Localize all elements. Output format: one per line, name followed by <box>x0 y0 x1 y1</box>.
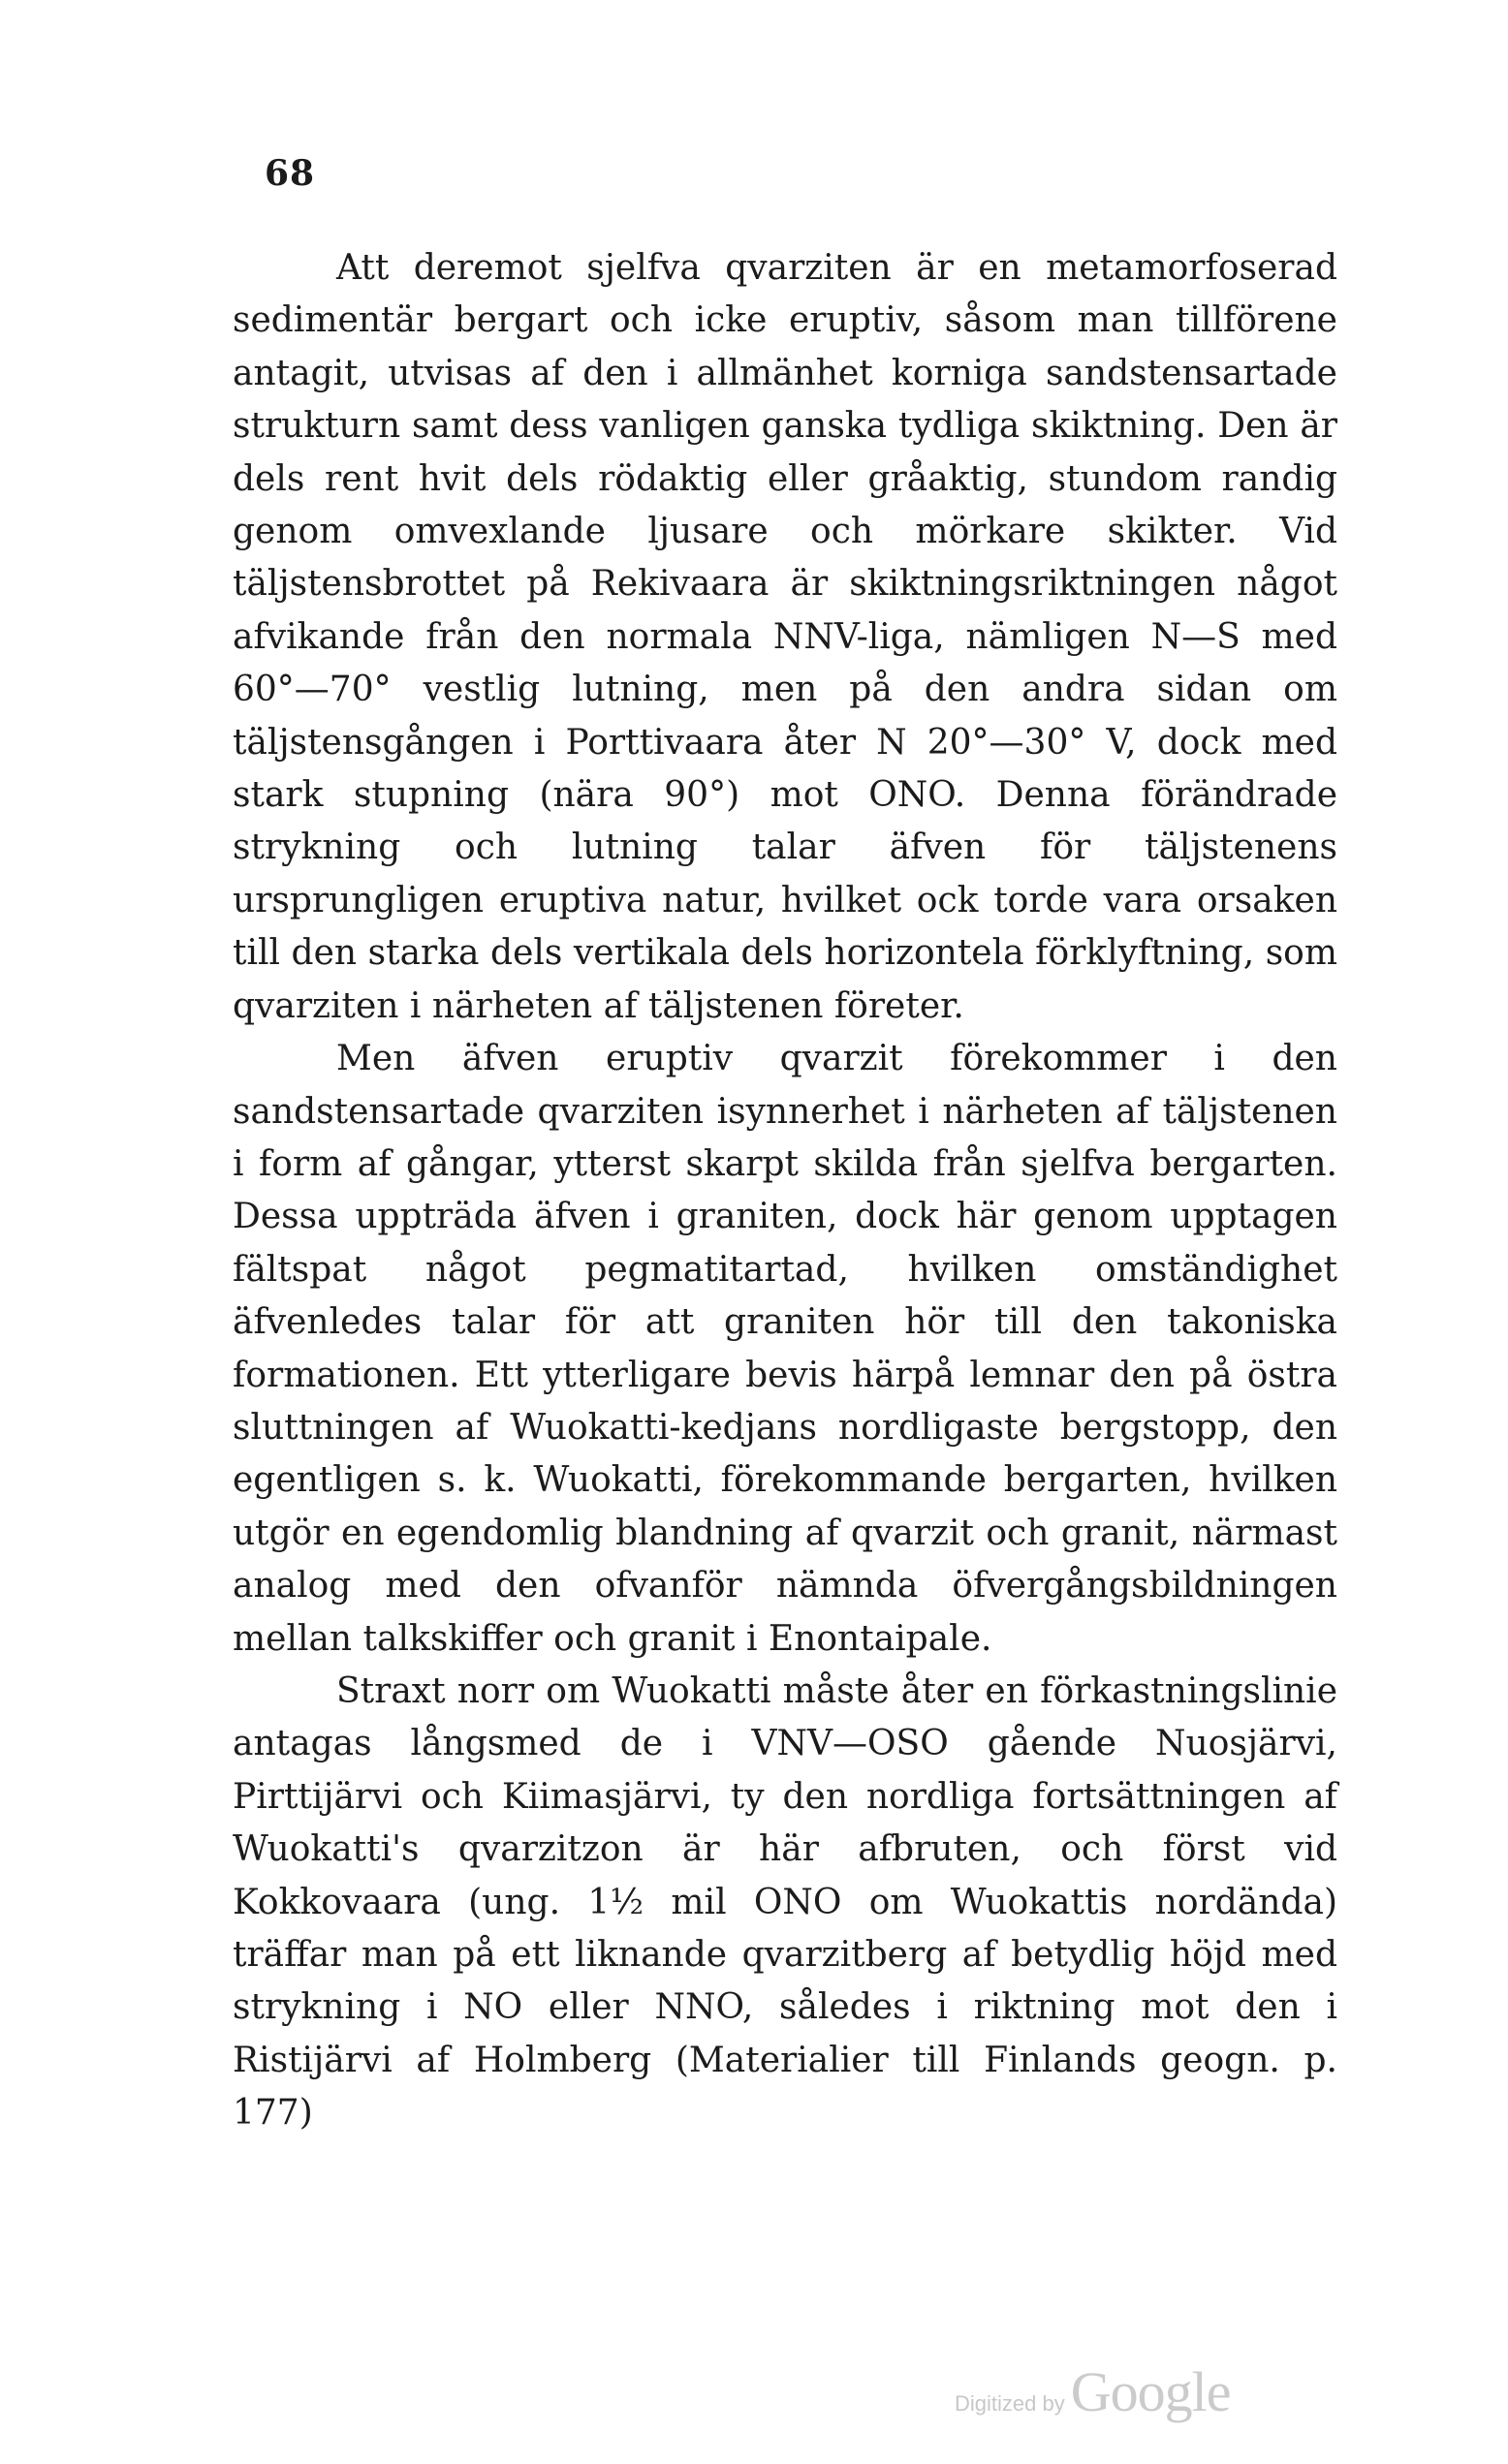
watermark-prefix: Digitized by <box>955 2391 1065 2416</box>
watermark-logo: Google <box>1070 2360 1231 2423</box>
body-text <box>233 242 1337 2140</box>
paragraph-2: Men äfven eruptiv qvarzit förekommer i den sandstensartade qvarziten isynnerhet i närheten af täljstenen i form af gångar, ytterst skarpt skilda från sjelfva bergarten. Dessa uppträda äfven i graniten, dock här genom upptagen fältspat något pegmatitartad, hvilken omständighet äfvenledes talar för att graniten hör till den takoniska formationen. Ett ytterligare bevis härpå lemnar den på östra sluttningen af Wuokatti-kedjans nordligaste bergstopp, den egentligen s. k. Wuokatti, förekommande bergarten, hvilken utgör en egendomlig blandning af qvarzit och granit, närmast analog med den ofvanför nämnda öfvergångsbildningen mellan talkskiffer och granit i Enontaipale. <box>233 1039 1337 1659</box>
paragraph-1: Att deremot sjelfva qvarziten är en metamorfoserad sedimentär bergart och icke eruptiv, såsom man tillförene antagit, utvisas af den i allmänhet korniga sandstensartade strukturn samt dess vanligen ganska tydliga skiktning. Den är dels rent hvit dels rödaktig eller gråaktig, stundom randig genom omvexlande ljusare och mörkare skikter. Vid täljstensbrottet på Rekivaara är skiktningsriktningen något afvikande från den normala NNV-liga, nämligen N—S med 60°—70° vestlig lutning, men på den andra sidan om täljstensgången i Porttivaara åter N 20°—30° V, dock med stark stupning (nära 90°) mot ONO. Denna förändrade strykning och lutning talar äfven för täljstenens ursprungligen eruptiva natur, hvilket ock torde vara orsaken till den starka dels vertikala dels horizontela förklyftning, som qvarziten i närheten af täljstenen företer. <box>233 248 1337 1026</box>
page-number: 68 <box>265 153 316 194</box>
paragraph-3: Straxt norr om Wuokatti måste åter en förkastningslinie antagas långsmed de i VNV—OSO gående Nuosjärvi, Pirttijärvi och Kiimasjärvi, ty den nordliga fortsättningen af Wuokatti's qvarzitzon är här afbruten, och först vid Kokkovaara (ung. 1½ mil ONO om Wuokattis nordända) träffar man på ett liknande qvarzitberg af betydlig höjd med strykning i NO eller NNO, således i riktning mot den i Ristijärvi af Holmberg (Materialier till Finlands geogn. p. 177) <box>233 1670 1337 2134</box>
digitization-watermark <box>955 2359 1230 2424</box>
